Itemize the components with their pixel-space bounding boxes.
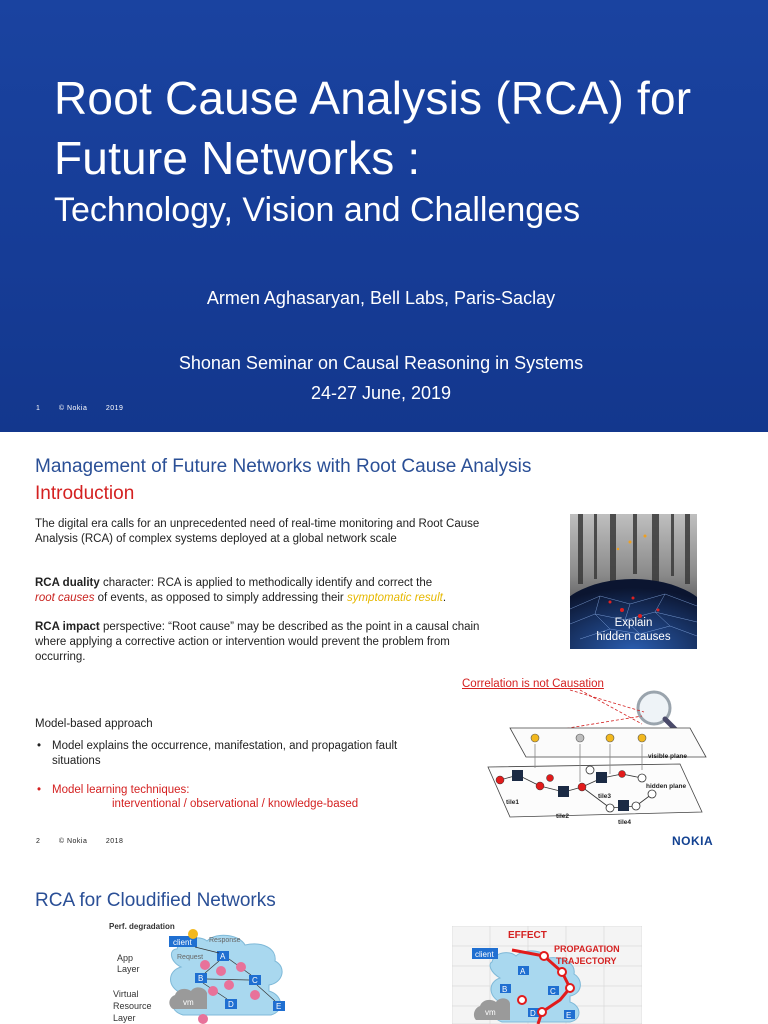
request-label: Request xyxy=(177,954,204,961)
node-e: E xyxy=(276,1002,282,1011)
learning-techniques: interventional / observational / knowledge-based xyxy=(112,798,359,810)
slide-footer xyxy=(36,838,139,845)
node-b: B xyxy=(198,974,204,983)
node-a: A xyxy=(520,967,526,976)
author-line: Armen Aghasaryan, Bell Labs, Paris-Saclay xyxy=(206,288,556,308)
visible-plane-label: visible plane xyxy=(648,753,688,760)
slide-subtitle: Technology, Vision and Challenges xyxy=(54,191,581,229)
impact-text: perspective: “Root cause” may be described as the point in a causal chain where applying a corrective action or intervention would prevent the problem from occurring. xyxy=(35,621,480,663)
title-slide xyxy=(0,0,768,432)
bullet-model-learning: • Model learning techniques: xyxy=(35,783,435,798)
vm-label: vm xyxy=(485,1008,496,1017)
copyright: © Nokia xyxy=(58,838,88,845)
slide-title: Root Cause Analysis (RCA) for Future Networks : xyxy=(54,72,692,184)
impact-paragraph xyxy=(35,620,495,665)
photo-caption-line-1: Explain xyxy=(614,617,653,629)
tile4-label: tile4 xyxy=(618,819,632,826)
client-label: client xyxy=(475,950,494,959)
node-d: D xyxy=(228,1000,234,1009)
slide-subtitle: Introduction xyxy=(35,483,135,504)
bullet-model-explains: • Model explains the occurrence, manifestation, and propagation fault situations xyxy=(35,739,425,769)
intro-paragraph: The digital era calls for an unprecedented need of real-time monitoring and Root Cause Analysis (RCA) of complex systems deployed at a global network scale xyxy=(35,518,480,545)
app-layer-label-1: App xyxy=(117,953,134,963)
node-d: D xyxy=(530,1009,536,1018)
response-label: Response xyxy=(209,937,241,944)
photo-caption-line-2: hidden causes xyxy=(596,631,671,643)
vm-label: vm xyxy=(183,998,194,1007)
page-number: 1 xyxy=(36,405,41,412)
hidden-plane-label: hidden plane xyxy=(646,783,687,790)
causal-planes-diagram xyxy=(470,682,760,832)
symptomatic-term: symptomatic result xyxy=(346,592,443,604)
impact-label: RCA impact xyxy=(35,621,100,633)
virtual-layer-label-2: Resource xyxy=(113,1001,152,1011)
tile3-label: tile3 xyxy=(598,793,612,800)
event-name: Shonan Seminar on Causal Reasoning in Systems xyxy=(178,353,584,373)
model-heading: Model-based approach xyxy=(35,718,153,730)
event-block xyxy=(0,348,762,408)
photo-caption xyxy=(570,616,697,644)
root-causes-term: root causes xyxy=(35,592,95,604)
duality-text-2: of events, as opposed to simply addressing their xyxy=(94,592,347,604)
node-e: E xyxy=(566,1011,572,1020)
footer-year: 2019 xyxy=(105,405,124,412)
cloudified-networks-slide xyxy=(0,864,768,1024)
duality-text-3: . xyxy=(442,592,447,604)
tile1-label: tile1 xyxy=(506,799,520,806)
footer-year: 2018 xyxy=(105,838,124,845)
duality-label: RCA duality xyxy=(35,577,100,589)
page-number: 2 xyxy=(36,838,41,845)
tile2-label: tile2 xyxy=(556,813,570,820)
perf-degradation-label: Perf. degradation xyxy=(109,922,175,931)
propagation-trajectory-diagram xyxy=(452,926,642,1024)
node-b: B xyxy=(502,985,508,994)
slide-title: Management of Future Networks with Root Cause Analysis xyxy=(35,456,532,477)
correlation-note: Correlation is not Causation xyxy=(462,678,604,690)
slide-footer xyxy=(36,405,139,412)
slide-title: RCA for Cloudified Networks xyxy=(35,890,276,911)
forest-network-image xyxy=(570,514,697,649)
propagation-label: PROPAGATION xyxy=(554,944,620,954)
node-c: C xyxy=(550,987,556,996)
duality-text-1: character: RCA is applied to methodically identify and correct the xyxy=(99,577,433,589)
node-c: C xyxy=(252,976,258,985)
virtual-layer-label-3: Layer xyxy=(113,1013,136,1023)
event-date: 24-27 June, 2019 xyxy=(310,383,452,403)
duality-paragraph xyxy=(35,576,505,606)
cloud-layers-diagram xyxy=(105,919,335,1024)
effect-label: EFFECT xyxy=(508,930,547,941)
app-layer-label-2: Layer xyxy=(117,964,140,974)
intro-slide xyxy=(0,432,768,864)
trajectory-label: TRAJECTORY xyxy=(556,956,617,966)
client-label: client xyxy=(173,938,192,947)
nokia-logo: NOKIA xyxy=(672,834,714,848)
node-a: A xyxy=(220,952,226,961)
virtual-layer-label-1: Virtual xyxy=(113,989,139,999)
copyright: © Nokia xyxy=(58,405,88,412)
